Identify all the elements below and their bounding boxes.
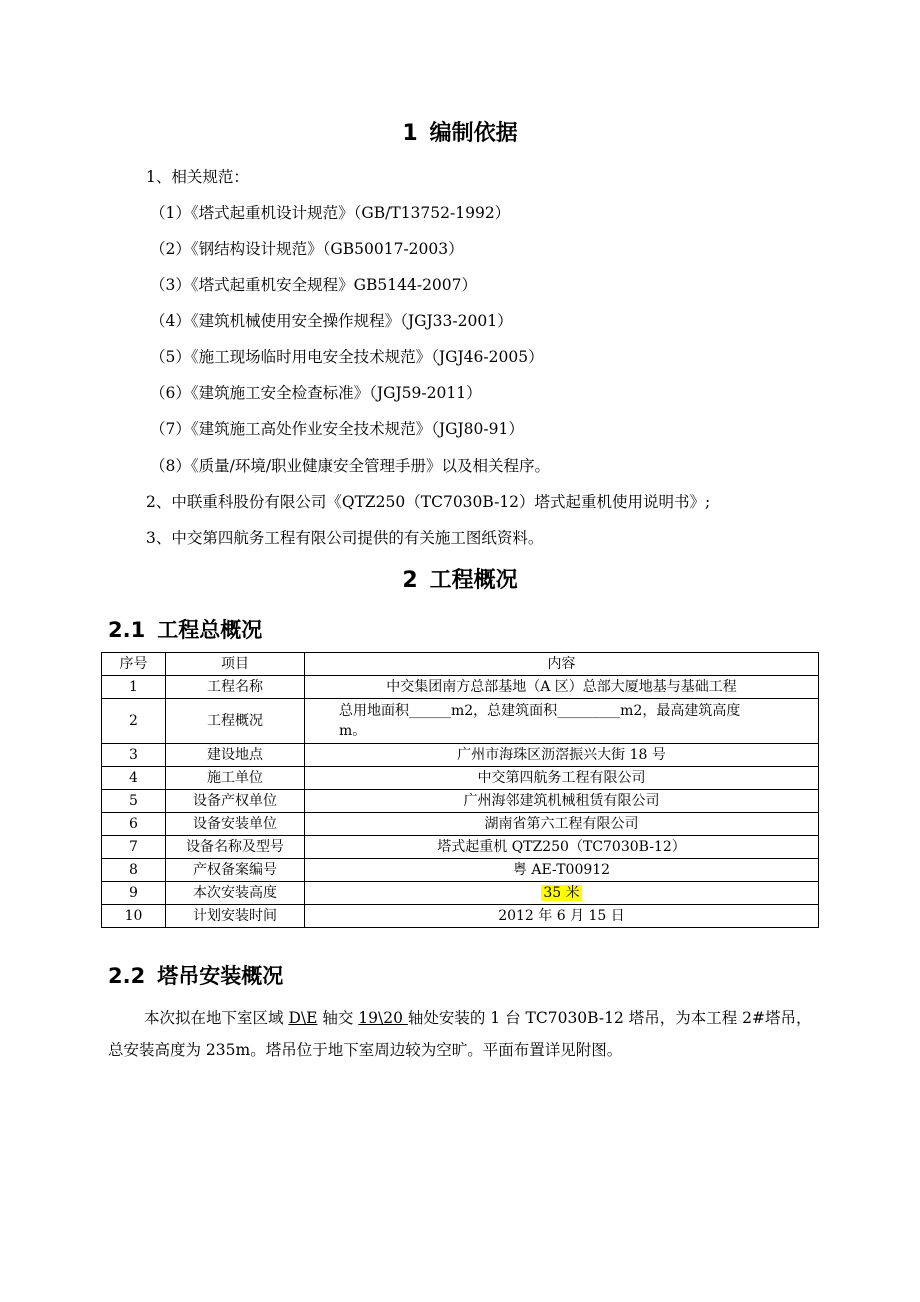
header-cell: 项目	[166, 653, 305, 676]
header-cell: 内容	[305, 653, 819, 676]
table-row	[102, 767, 819, 790]
section-number: 2	[402, 568, 418, 593]
section-2-1-heading	[108, 616, 262, 644]
row-content: 中交集团南方总部基地（A 区）总部大厦地基与基础工程	[305, 676, 819, 699]
table-header-row	[102, 653, 819, 676]
row-number: 7	[102, 836, 166, 859]
row-number: 2	[102, 699, 166, 744]
row-content: 湖南省第六工程有限公司	[305, 813, 819, 836]
paragraph-text: 轴处安装的 1 台 TC7030B-12 塔吊，为本工程 2#塔吊，总安装高度为 235m。塔吊位于地下室周边较为空旷。平面布置详见附图。	[108, 1009, 812, 1059]
standard-item: （6）《建筑施工安全检查标准》（JGJ59-2011）	[150, 384, 482, 402]
row-number: 1	[102, 676, 166, 699]
row-content: 2012 年 6 月 15 日	[305, 905, 819, 928]
table-row	[102, 905, 819, 928]
basis-item-2: 2、中联重科股份有限公司《QTZ250（TC7030B-12）塔式起重机使用说明书》;	[146, 493, 711, 511]
basis-intro: 1、相关规范：	[146, 168, 249, 186]
section-number: 1	[402, 121, 418, 146]
section-title: 塔吊安装概况	[157, 964, 284, 988]
row-item: 工程概况	[166, 699, 305, 744]
row-item: 本次安装高度	[166, 882, 305, 905]
row-content: 塔式起重机 QTZ250（TC7030B-12）	[305, 836, 819, 859]
row-number: 4	[102, 767, 166, 790]
row-content: 粤 AE-T00912	[305, 859, 819, 882]
table-row	[102, 790, 819, 813]
row-item: 设备产权单位	[166, 790, 305, 813]
row-number: 6	[102, 813, 166, 836]
axis-label: D\E	[288, 1009, 318, 1027]
section-title: 工程总概况	[157, 618, 263, 642]
axis-label: 19\20	[358, 1009, 408, 1027]
content-line: 总用地面积______m2，总建筑面积_________m2，最高建筑高度	[339, 703, 741, 719]
content-line: m。	[339, 723, 367, 739]
table-row	[102, 836, 819, 859]
section-number: 2.2	[108, 964, 146, 988]
standard-item: （7）《建筑施工高处作业安全技术规范》（JGJ80-91）	[150, 420, 524, 438]
section-1-heading	[0, 119, 920, 149]
row-item: 施工单位	[166, 767, 305, 790]
table-row	[102, 699, 819, 744]
standard-item: （5）《施工现场临时用电安全技术规范》（JGJ46-2005）	[150, 348, 544, 366]
row-number: 5	[102, 790, 166, 813]
row-number: 10	[102, 905, 166, 928]
standard-item: （3）《塔式起重机安全规程》GB5144-2007）	[150, 276, 478, 294]
row-content: 中交第四航务工程有限公司	[305, 767, 819, 790]
row-item: 工程名称	[166, 676, 305, 699]
paragraph-text: 本次拟在地下室区域	[144, 1009, 289, 1027]
table-row	[102, 744, 819, 767]
row-number: 3	[102, 744, 166, 767]
row-number: 9	[102, 882, 166, 905]
table-row	[102, 859, 819, 882]
paragraph-text: 轴交	[317, 1009, 359, 1027]
row-number: 8	[102, 859, 166, 882]
standard-item: （1）《塔式起重机设计规范》（GB/T13752-1992）	[150, 204, 511, 222]
basis-item-3: 3、中交第四航务工程有限公司提供的有关施工图纸资料。	[146, 529, 544, 547]
section-2-2-heading	[108, 962, 283, 990]
standard-item: （4）《建筑机械使用安全操作规程》（JGJ33-2001）	[150, 312, 513, 330]
standard-item: （8）《质量/环境/职业健康安全管理手册》以及相关程序。	[150, 457, 551, 475]
project-overview-table	[101, 652, 819, 928]
row-content: 广州海邻建筑机械租赁有限公司	[305, 790, 819, 813]
header-cell: 序号	[102, 653, 166, 676]
section-2-heading	[0, 566, 920, 596]
section-number: 2.1	[108, 618, 146, 642]
row-content	[305, 882, 819, 905]
row-content: 广州市海珠区沥滘振兴大街 18 号	[305, 744, 819, 767]
row-item: 产权备案编号	[166, 859, 305, 882]
row-item: 建设地点	[166, 744, 305, 767]
table-row	[102, 813, 819, 836]
highlighted-height: 35 米	[543, 885, 580, 901]
row-item: 设备安装单位	[166, 813, 305, 836]
table-row	[102, 676, 819, 699]
section-title: 编制依据	[429, 121, 518, 146]
table-row	[102, 882, 819, 905]
row-item: 计划安装时间	[166, 905, 305, 928]
installation-paragraph	[108, 1002, 820, 1066]
standard-item: （2）《钢结构设计规范》（GB50017-2003）	[150, 240, 464, 258]
row-content	[305, 699, 819, 744]
row-item: 设备名称及型号	[166, 836, 305, 859]
section-title: 工程概况	[429, 568, 518, 593]
